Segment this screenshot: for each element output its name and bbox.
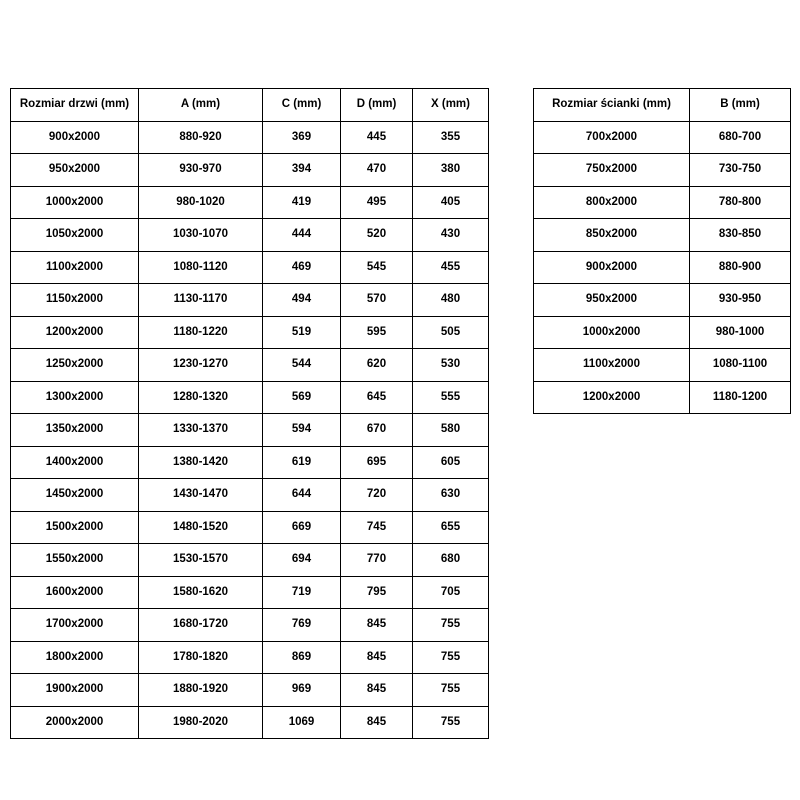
table-row xyxy=(11,121,489,154)
table-cell: 969 xyxy=(263,674,341,707)
table-cell: 595 xyxy=(341,316,413,349)
table-cell: 644 xyxy=(263,479,341,512)
table-row xyxy=(11,251,489,284)
table-row xyxy=(534,284,791,317)
column-header-b: B (mm) xyxy=(690,89,791,122)
table-cell: 1330-1370 xyxy=(139,414,263,447)
table-row xyxy=(11,641,489,674)
table-cell: 645 xyxy=(341,381,413,414)
table-cell: 1130-1170 xyxy=(139,284,263,317)
table-cell: 1080-1100 xyxy=(690,349,791,382)
table-cell: 544 xyxy=(263,349,341,382)
table-cell: 745 xyxy=(341,511,413,544)
table-row xyxy=(11,511,489,544)
table-cell: 580 xyxy=(413,414,489,447)
table-cell: 1080-1120 xyxy=(139,251,263,284)
table-cell: 669 xyxy=(263,511,341,544)
table-cell: 770 xyxy=(341,544,413,577)
table-row xyxy=(11,609,489,642)
table-row xyxy=(11,706,489,739)
table-cell: 845 xyxy=(341,706,413,739)
table-cell: 1180-1220 xyxy=(139,316,263,349)
table-cell: 594 xyxy=(263,414,341,447)
table-header-row xyxy=(534,89,791,122)
table-row xyxy=(534,316,791,349)
table-cell: 369 xyxy=(263,121,341,154)
table-cell: 455 xyxy=(413,251,489,284)
table-cell: 1880-1920 xyxy=(139,674,263,707)
table-cell: 630 xyxy=(413,479,489,512)
table-row xyxy=(534,186,791,219)
table-cell: 470 xyxy=(341,154,413,187)
table-cell: 620 xyxy=(341,349,413,382)
table-row xyxy=(11,674,489,707)
table-cell: 680 xyxy=(413,544,489,577)
table-cell: 1450x2000 xyxy=(11,479,139,512)
table-cell: 1980-2020 xyxy=(139,706,263,739)
table-cell: 1900x2000 xyxy=(11,674,139,707)
table-cell: 480 xyxy=(413,284,489,317)
table-cell: 555 xyxy=(413,381,489,414)
table-row xyxy=(11,316,489,349)
table-cell: 545 xyxy=(341,251,413,284)
doors-size-table xyxy=(10,88,489,739)
table-cell: 680-700 xyxy=(690,121,791,154)
table-cell: 800x2000 xyxy=(534,186,690,219)
table-row xyxy=(11,219,489,252)
table-cell: 720 xyxy=(341,479,413,512)
table-cell: 530 xyxy=(413,349,489,382)
table-cell: 1150x2000 xyxy=(11,284,139,317)
table-cell: 469 xyxy=(263,251,341,284)
table-row xyxy=(11,154,489,187)
table-cell: 869 xyxy=(263,641,341,674)
table-cell: 730-750 xyxy=(690,154,791,187)
table-cell: 619 xyxy=(263,446,341,479)
table-cell: 1100x2000 xyxy=(534,349,690,382)
table-cell: 1430-1470 xyxy=(139,479,263,512)
table-cell: 1480-1520 xyxy=(139,511,263,544)
table-cell: 780-800 xyxy=(690,186,791,219)
table-cell: 755 xyxy=(413,641,489,674)
table-cell: 1230-1270 xyxy=(139,349,263,382)
table-cell: 795 xyxy=(341,576,413,609)
table-cell: 1600x2000 xyxy=(11,576,139,609)
table-cell: 1200x2000 xyxy=(11,316,139,349)
table-row xyxy=(11,479,489,512)
table-row xyxy=(11,349,489,382)
table-cell: 980-1020 xyxy=(139,186,263,219)
table-cell: 980-1000 xyxy=(690,316,791,349)
table-row xyxy=(11,544,489,577)
table-cell: 1700x2000 xyxy=(11,609,139,642)
table-cell: 830-850 xyxy=(690,219,791,252)
table-cell: 1280-1320 xyxy=(139,381,263,414)
table-cell: 769 xyxy=(263,609,341,642)
table-cell: 1030-1070 xyxy=(139,219,263,252)
table-header-row xyxy=(11,89,489,122)
column-header-a: A (mm) xyxy=(139,89,263,122)
table-cell: 755 xyxy=(413,609,489,642)
table-cell: 880-920 xyxy=(139,121,263,154)
table-row xyxy=(11,381,489,414)
table-cell: 900x2000 xyxy=(534,251,690,284)
table-cell: 520 xyxy=(341,219,413,252)
table-row xyxy=(534,154,791,187)
table-cell: 1800x2000 xyxy=(11,641,139,674)
table-cell: 1680-1720 xyxy=(139,609,263,642)
table-row xyxy=(11,284,489,317)
table-cell: 1250x2000 xyxy=(11,349,139,382)
table-cell: 930-950 xyxy=(690,284,791,317)
table-cell: 445 xyxy=(341,121,413,154)
table-cell: 1550x2000 xyxy=(11,544,139,577)
table-cell: 495 xyxy=(341,186,413,219)
table-cell: 444 xyxy=(263,219,341,252)
wall-size-table xyxy=(533,88,791,414)
table-cell: 1050x2000 xyxy=(11,219,139,252)
table-cell: 880-900 xyxy=(690,251,791,284)
table-cell: 1180-1200 xyxy=(690,381,791,414)
table-cell: 380 xyxy=(413,154,489,187)
table-cell: 430 xyxy=(413,219,489,252)
table-cell: 755 xyxy=(413,706,489,739)
table-cell: 950x2000 xyxy=(534,284,690,317)
table-cell: 850x2000 xyxy=(534,219,690,252)
table-cell: 950x2000 xyxy=(11,154,139,187)
table-cell: 845 xyxy=(341,641,413,674)
table-cell: 1530-1570 xyxy=(139,544,263,577)
table-cell: 569 xyxy=(263,381,341,414)
column-header-c: C (mm) xyxy=(263,89,341,122)
table-cell: 419 xyxy=(263,186,341,219)
table-cell: 1000x2000 xyxy=(11,186,139,219)
table-cell: 1580-1620 xyxy=(139,576,263,609)
table-cell: 705 xyxy=(413,576,489,609)
column-header-door-size: Rozmiar drzwi (mm) xyxy=(11,89,139,122)
table-row xyxy=(534,219,791,252)
table-cell: 900x2000 xyxy=(11,121,139,154)
table-cell: 694 xyxy=(263,544,341,577)
table-cell: 1400x2000 xyxy=(11,446,139,479)
table-cell: 394 xyxy=(263,154,341,187)
table-cell: 1200x2000 xyxy=(534,381,690,414)
column-header-x: X (mm) xyxy=(413,89,489,122)
table-cell: 845 xyxy=(341,674,413,707)
table-cell: 655 xyxy=(413,511,489,544)
table-row xyxy=(11,576,489,609)
table-cell: 1069 xyxy=(263,706,341,739)
table-cell: 1000x2000 xyxy=(534,316,690,349)
table-cell: 670 xyxy=(341,414,413,447)
table-cell: 1380-1420 xyxy=(139,446,263,479)
table-cell: 1780-1820 xyxy=(139,641,263,674)
table-cell: 2000x2000 xyxy=(11,706,139,739)
table-row xyxy=(11,414,489,447)
table-cell: 494 xyxy=(263,284,341,317)
column-header-d: D (mm) xyxy=(341,89,413,122)
table-cell: 505 xyxy=(413,316,489,349)
table-cell: 700x2000 xyxy=(534,121,690,154)
table-row xyxy=(11,186,489,219)
table-row xyxy=(534,121,791,154)
table-cell: 355 xyxy=(413,121,489,154)
table-row xyxy=(534,381,791,414)
table-cell: 719 xyxy=(263,576,341,609)
table-cell: 845 xyxy=(341,609,413,642)
table-cell: 1100x2000 xyxy=(11,251,139,284)
table-row xyxy=(534,251,791,284)
table-cell: 405 xyxy=(413,186,489,219)
table-cell: 695 xyxy=(341,446,413,479)
table-cell: 570 xyxy=(341,284,413,317)
table-row xyxy=(11,446,489,479)
table-cell: 605 xyxy=(413,446,489,479)
table-cell: 750x2000 xyxy=(534,154,690,187)
table-cell: 930-970 xyxy=(139,154,263,187)
table-cell: 755 xyxy=(413,674,489,707)
table-cell: 1500x2000 xyxy=(11,511,139,544)
table-cell: 519 xyxy=(263,316,341,349)
table-cell: 1300x2000 xyxy=(11,381,139,414)
table-row xyxy=(534,349,791,382)
table-cell: 1350x2000 xyxy=(11,414,139,447)
column-header-wall-size: Rozmiar ścianki (mm) xyxy=(534,89,690,122)
